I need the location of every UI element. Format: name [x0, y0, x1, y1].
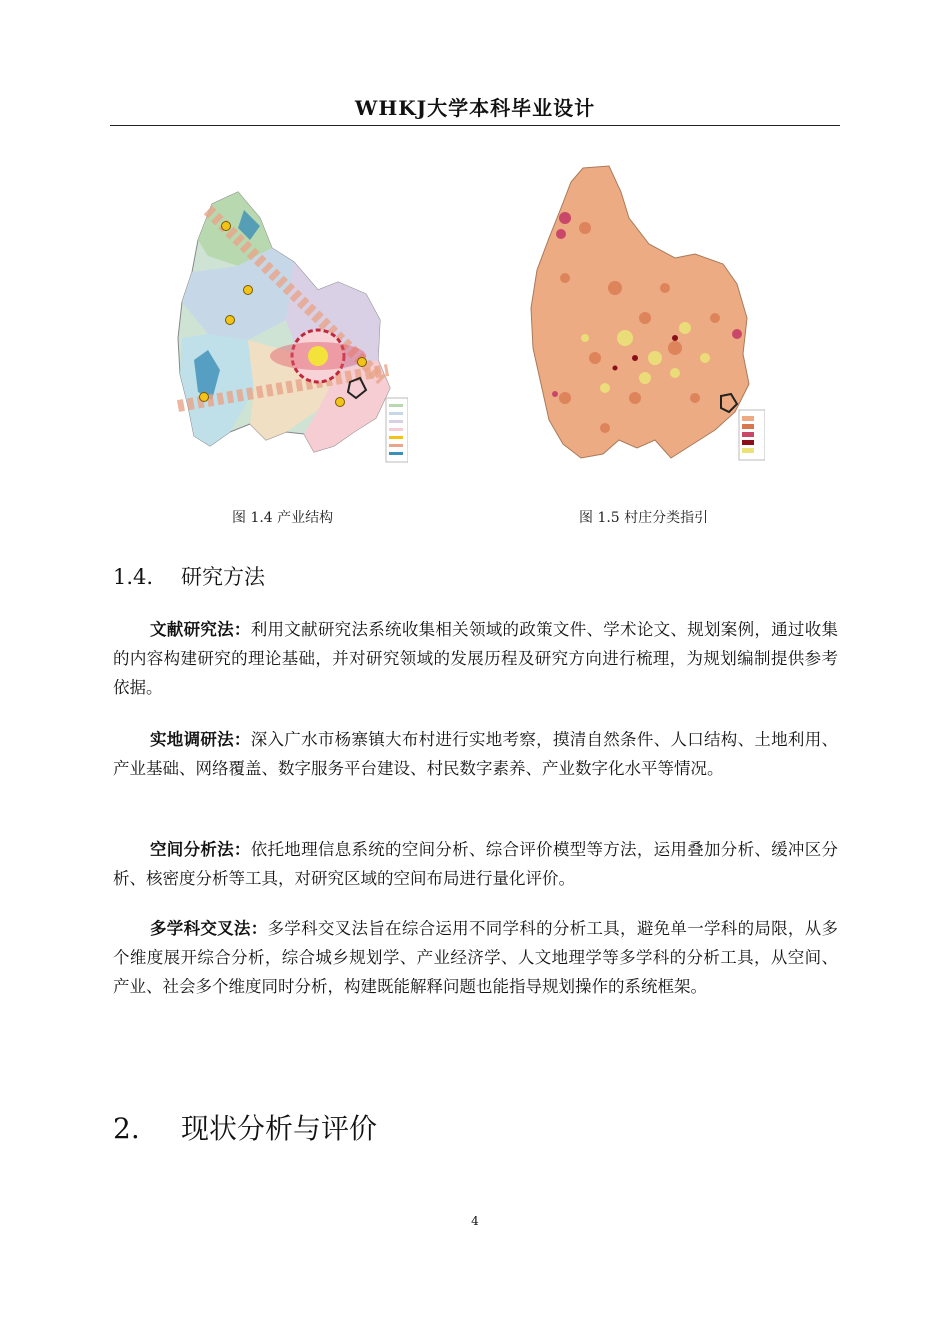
industry-structure-map [168, 170, 408, 470]
chapter-title: 现状分析与评价 [181, 1112, 378, 1145]
chapter-number: 2. [113, 1112, 140, 1145]
paragraph-text: 依托地理信息系统的空间分析、综合评价模型等方法，运用叠加分析、缓冲区分析、核密度分析等工具，对研究区域的空间布局进行量化评价。 [113, 840, 839, 888]
chapter-2-heading [113, 1107, 377, 1147]
paragraph-spatial-analysis [113, 835, 838, 893]
village-classification-map [525, 158, 765, 468]
section-number: 1.4. [113, 565, 154, 589]
page-number: 4 [471, 1214, 479, 1228]
section-1-4-heading [113, 561, 265, 591]
paragraph-term: 多学科交叉法： [150, 919, 268, 938]
header-divider [110, 125, 840, 126]
page-header-title: WHKJ大学本科毕业设计 [354, 96, 596, 120]
paragraph-term: 实地调研法： [150, 730, 251, 749]
paragraph-field-research [113, 725, 838, 783]
paragraph-text: 多学科交叉法旨在综合运用不同学科的分析工具，避免单一学科的局限，从多个维度展开综合分析，综合城乡规划学、产业经济学、人文地理学等多学科的分析工具，从空间、产业、社会多个维度同时分析，构建既能解释问题也能指导规划操作的系统框架。 [113, 919, 839, 996]
paragraph-literature-research [113, 615, 838, 702]
figure-1-5-caption: 图 1.5 村庄分类指引 [579, 510, 709, 526]
paragraph-term: 文献研究法： [150, 620, 251, 639]
paragraph-text: 利用文献研究法系统收集相关领域的政策文件、学术论文、规划案例，通过收集的内容构建研究的理论基础，并对研究领域的发展历程及研究方向进行梳理，为规划编制提供参考依据。 [113, 620, 839, 697]
paragraph-term: 空间分析法： [150, 840, 251, 859]
paragraph-interdisciplinary [113, 914, 838, 1001]
figure-1-4-caption: 图 1.4 产业结构 [232, 510, 334, 526]
paragraph-text: 深入广水市杨寨镇大布村进行实地考察，摸清自然条件、人口结构、土地利用、产业基础、网络覆盖、数字服务平台建设、村民数字素养、产业数字化水平等情况。 [113, 730, 839, 778]
section-title: 研究方法 [181, 565, 265, 589]
